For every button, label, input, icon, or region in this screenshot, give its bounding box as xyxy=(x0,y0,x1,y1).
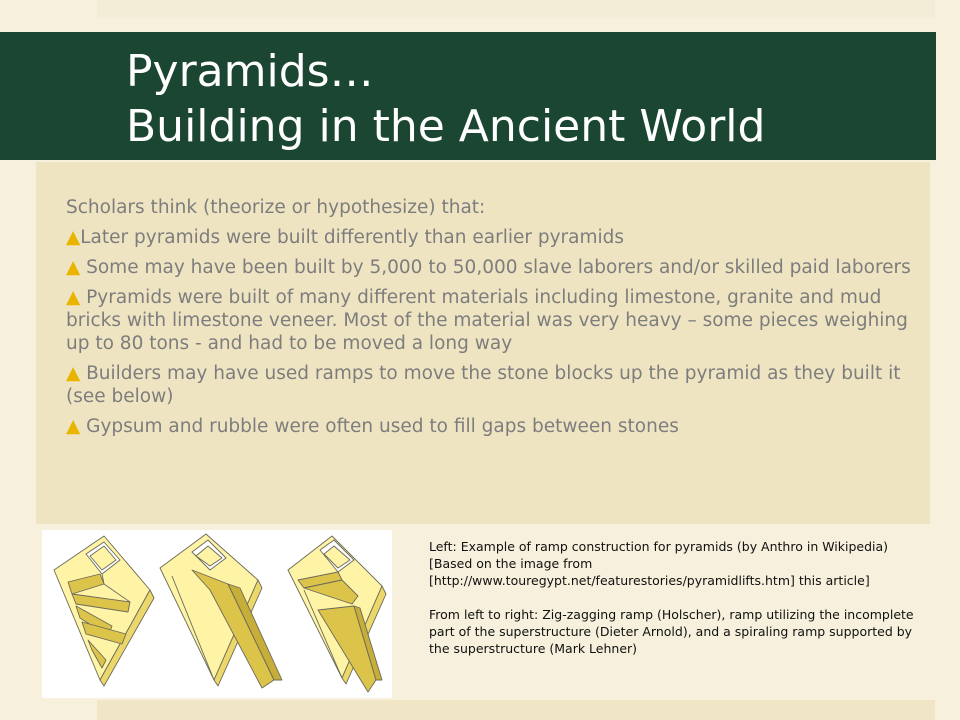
caption-description: From left to right: Zig-zagging ramp (Holscher), ramp utilizing the incomplete part of the superstructure (Dieter Arnold), and a spiraling ramp supported by the superstructure (Mark Lehner) xyxy=(429,607,914,656)
bullet-item xyxy=(66,362,916,408)
bullet-text: Pyramids were built of many different materials including limestone, granite and mud bricks with limestone veneer. Most of the material was very heavy – some pieces weighing up to 80 tons - and had to be moved a long way xyxy=(66,287,908,354)
title-line-1: Pyramids… xyxy=(126,46,374,97)
slide-frame-bottom xyxy=(97,700,935,720)
caption-source: Left: Example of ramp construction for pyramids (by Anthro in Wikipedia) [Based on the image from [http://www.touregypt.net/featurestories/pyramidlifts.htm] this article] xyxy=(429,539,889,588)
spiral-ramp-pyramid xyxy=(288,536,386,692)
bullet-text: Builders may have used ramps to move the stone blocks up the pyramid as they built it (see below) xyxy=(66,363,901,407)
superstructure-ramp-pyramid xyxy=(160,534,282,688)
pyramid-ramps-image xyxy=(42,530,392,698)
triangle-bullet-icon: ▲ xyxy=(66,257,81,278)
bullet-text: Gypsum and rubble were often used to fill gaps between stones xyxy=(80,416,679,437)
intro-text: Scholars think (theorize or hypothesize) that: xyxy=(66,197,486,218)
title-line-2: Building in the Ancient World xyxy=(126,101,766,152)
slide-title xyxy=(126,44,765,154)
bullet-item xyxy=(66,256,916,279)
triangle-bullet-icon: ▲ xyxy=(66,287,81,308)
bullet-text: Later pyramids were built differently than earlier pyramids xyxy=(80,227,625,248)
pyramid-ramps-illustration xyxy=(42,530,392,698)
triangle-bullet-icon: ▲ xyxy=(66,227,81,248)
slide-frame-top xyxy=(97,0,935,18)
triangle-bullet-icon: ▲ xyxy=(66,363,81,384)
image-caption xyxy=(429,538,929,674)
bullet-item xyxy=(66,415,916,438)
bullet-item xyxy=(66,226,916,249)
triangle-bullet-icon: ▲ xyxy=(66,416,81,437)
bullet-item xyxy=(66,286,916,355)
bullet-text: Some may have been built by 5,000 to 50,000 slave laborers and/or skilled paid laborers xyxy=(80,257,911,278)
zigzag-ramp-pyramid xyxy=(54,536,154,686)
content-body xyxy=(66,196,916,445)
